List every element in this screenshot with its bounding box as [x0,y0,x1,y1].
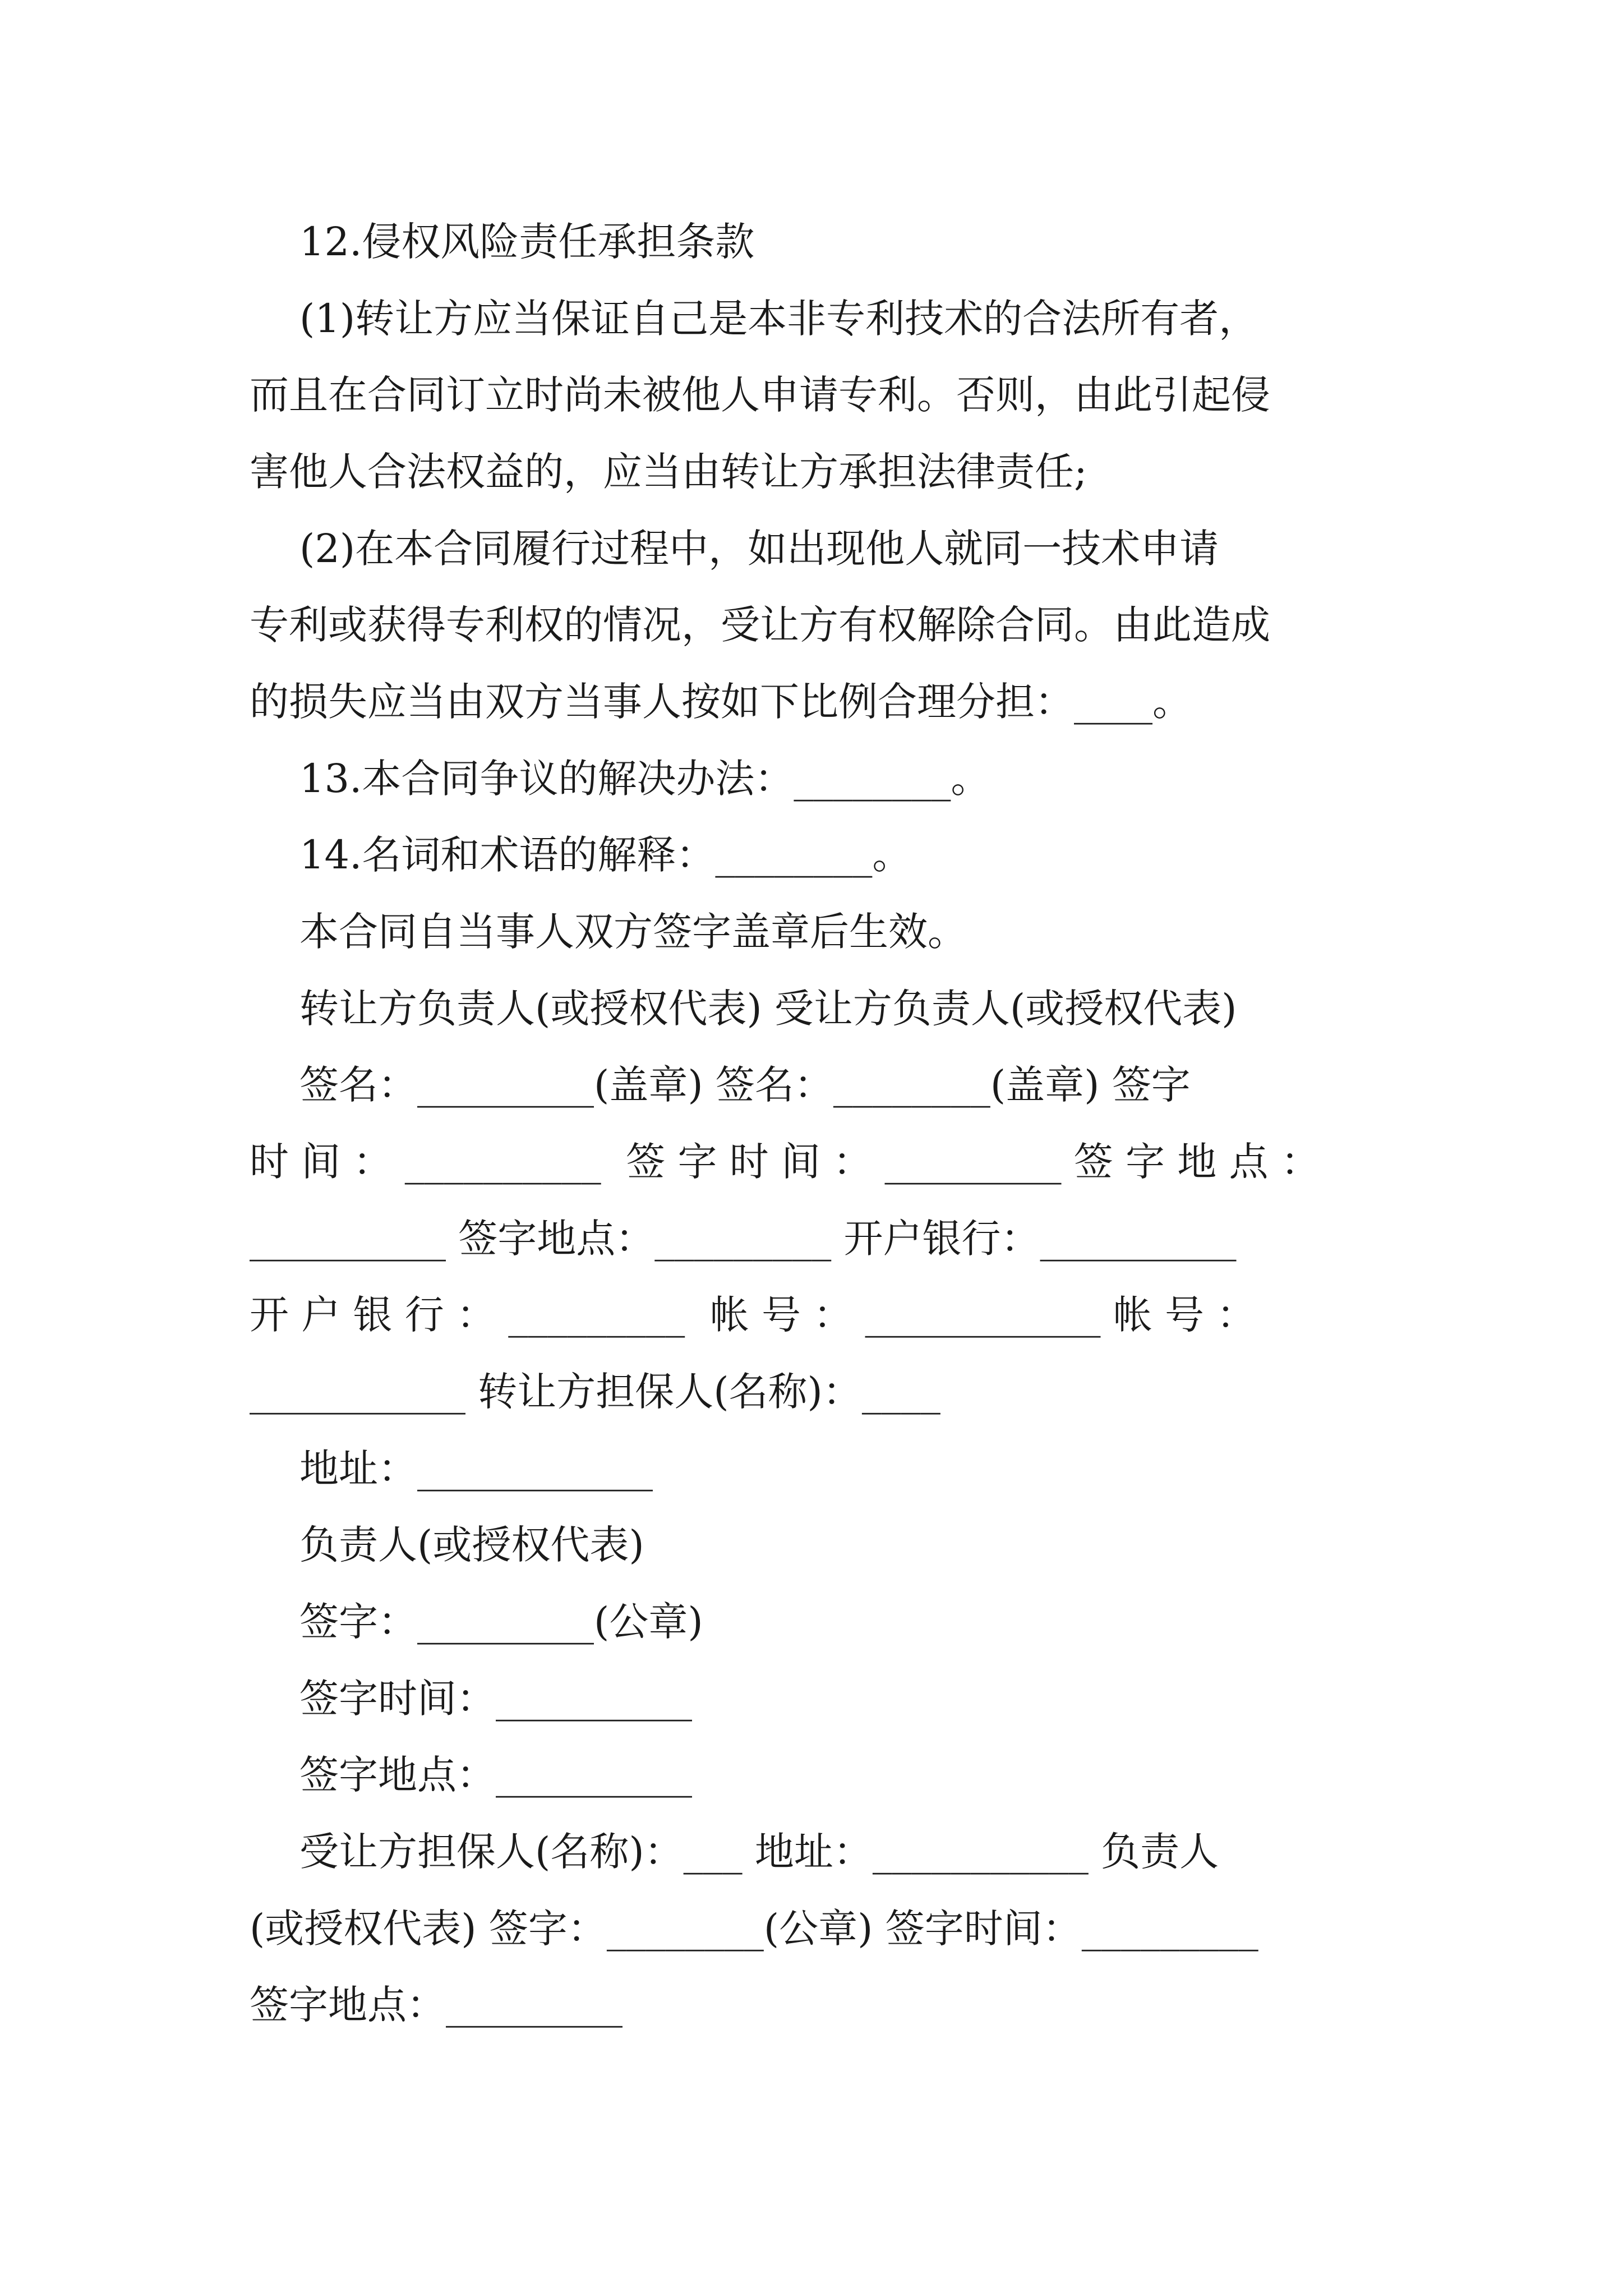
transferee-guarantor-line-1: 受让方担保人(名称)：___ 地址：___________ 负责人 [250,1829,1219,1875]
clause-12-item-2-line-3: 的损失应当由双方当事人按如下比例合理分担：____。 [250,679,1192,725]
clause-12-item-1-line-1: (1)转让方应当保证自己是本非专利技术的合法所有者， [250,296,1258,342]
guarantor-sign-time: 签字时间：__________ [250,1676,693,1722]
clause-12-item-1-line-3: 害他人合法权益的，应当由转让方承担法律责任; [250,449,1087,495]
signatory-header: 转让方负责人(或授权代表) 受让方负责人(或授权代表) [250,986,1237,1032]
clause-12-item-2-line-2: 专利或获得专利权的情况，受让方有权解除合同。由此造成 [250,602,1270,648]
guarantor-representative: 负责人(或授权代表) [250,1522,644,1568]
guarantor-address: 地址：____________ [250,1446,653,1492]
signature-line-3: __________ 签字地点：_________ 开户银行：__________ [250,1216,1237,1262]
clause-12-item-2-line-1: (2)在本合同履行过程中，如出现他人就同一技术申请 [250,526,1219,572]
clause-12-item-1-line-2: 而且在合同订立时尚未被他人申请专利。否则，由此引起侵 [250,372,1270,418]
clause-14: 14.名词和术语的解释：________。 [250,832,912,878]
signature-line-2: 时 间 ： __________ 签 字 时 间 ： _________ 签 字 地 点 ： [250,1139,1320,1185]
effective-clause: 本合同自当事人双方签字盖章后生效。 [250,909,967,955]
guarantor-sign-place: 签字地点：__________ [250,1752,693,1798]
clause-13: 13.本合同争议的解决办法：________。 [250,756,990,802]
signature-line-1: 签名：_________(盖章) 签名：________(盖章) 签字 [250,1062,1191,1108]
transferee-guarantor-line-3: 签字地点：_________ [250,1982,623,2028]
signature-line-5: ___________ 转让方担保人(名称)：____ [250,1369,940,1415]
transferee-guarantor-line-2: (或授权代表) 签字：________(公章) 签字时间：_________ [250,1906,1258,1952]
clause-12-heading: 12.侵权风险责任承担条款 [250,219,755,265]
guarantor-signature: 签字：_________(公章) [250,1599,703,1645]
signature-line-4: 开 户 银 行 ： _________ 帐 号 ： ____________ 帐 号 ： [250,1292,1256,1338]
